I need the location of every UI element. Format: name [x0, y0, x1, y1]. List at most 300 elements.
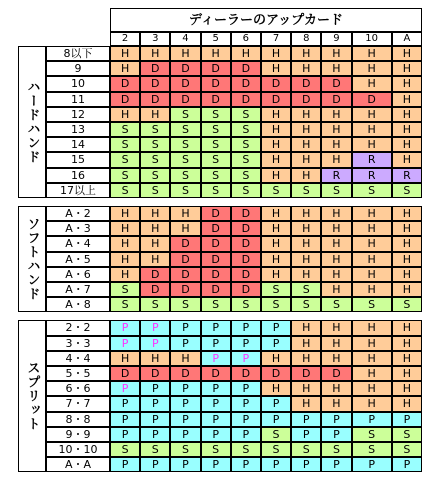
header-col-9: 9	[321, 32, 351, 46]
strategy-cell: S	[110, 442, 140, 457]
strategy-cell: H	[352, 137, 392, 152]
strategy-cell: H	[140, 351, 170, 366]
strategy-cell: H	[392, 92, 422, 107]
strategy-cell: S	[261, 297, 291, 312]
strategy-cell: P	[170, 320, 200, 335]
strategy-cell: S	[140, 137, 170, 152]
strategy-cell: H	[392, 282, 422, 297]
strategy-cell: S	[140, 152, 170, 167]
strategy-cell: H	[110, 61, 140, 76]
strategy-cell: S	[231, 152, 261, 167]
strategy-cell: H	[110, 221, 140, 236]
strategy-cell: H	[110, 252, 140, 267]
section-title: スプリット	[18, 320, 46, 472]
header-col-3: 3	[140, 32, 170, 46]
strategy-cell: P	[321, 412, 351, 427]
strategy-cell: H	[261, 61, 291, 76]
strategy-cell: S	[170, 442, 200, 457]
strategy-cell: P	[231, 412, 261, 427]
strategy-cell: H	[321, 282, 351, 297]
strategy-cell: S	[170, 297, 200, 312]
strategy-cell: S	[291, 297, 321, 312]
strategy-cell: H	[392, 252, 422, 267]
strategy-cell: D	[110, 366, 140, 381]
row-label: 12	[46, 107, 110, 122]
strategy-cell: H	[231, 46, 261, 61]
strategy-cell: D	[110, 76, 140, 91]
strategy-cell: H	[140, 107, 170, 122]
row-label: 10	[46, 76, 110, 91]
strategy-cell: D	[291, 92, 321, 107]
strategy-cell: H	[352, 107, 392, 122]
strategy-cell: S	[140, 442, 170, 457]
strategy-cell: D	[231, 282, 261, 297]
row-label: A・5	[46, 252, 110, 267]
strategy-cell: D	[321, 76, 351, 91]
strategy-cell: P	[110, 336, 140, 351]
strategy-cell: D	[201, 92, 231, 107]
strategy-cell: P	[321, 457, 351, 472]
row-label: 17以上	[46, 183, 110, 198]
strategy-cell: D	[201, 267, 231, 282]
strategy-cell: H	[261, 351, 291, 366]
strategy-cell: S	[352, 442, 392, 457]
strategy-cell: P	[321, 427, 351, 442]
row-label: 5・5	[46, 366, 110, 381]
row-label: 11	[46, 92, 110, 107]
strategy-cell: P	[201, 351, 231, 366]
strategy-cell: S	[392, 297, 422, 312]
strategy-cell: D	[140, 267, 170, 282]
strategy-cell: D	[140, 92, 170, 107]
strategy-cell: S	[140, 183, 170, 198]
strategy-cell: H	[321, 336, 351, 351]
strategy-cell: S	[201, 107, 231, 122]
strategy-cell: P	[392, 412, 422, 427]
strategy-cell: H	[321, 252, 351, 267]
strategy-cell: S	[170, 137, 200, 152]
strategy-cell: D	[231, 366, 261, 381]
strategy-cell: H	[321, 236, 351, 251]
strategy-cell: P	[110, 320, 140, 335]
strategy-cell: D	[201, 61, 231, 76]
strategy-cell: H	[110, 236, 140, 251]
strategy-cell: P	[392, 457, 422, 472]
strategy-cell: H	[321, 152, 351, 167]
strategy-cell: H	[392, 61, 422, 76]
strategy-cell: H	[140, 46, 170, 61]
strategy-cell: H	[321, 320, 351, 335]
strategy-cell: H	[321, 267, 351, 282]
strategy-cell: P	[261, 396, 291, 411]
strategy-cell: S	[201, 122, 231, 137]
strategy-cell: H	[170, 221, 200, 236]
header-col-7: 7	[261, 32, 291, 46]
row-label: A・A	[46, 457, 110, 472]
strategy-cell: H	[291, 122, 321, 137]
row-label: A・4	[46, 236, 110, 251]
strategy-cell: S	[201, 137, 231, 152]
strategy-cell: S	[231, 442, 261, 457]
strategy-cell: D	[231, 252, 261, 267]
strategy-cell: H	[321, 381, 351, 396]
strategy-cell: P	[261, 457, 291, 472]
header-col-10: 10	[352, 32, 392, 46]
strategy-cell: H	[321, 351, 351, 366]
strategy-cell: H	[352, 46, 392, 61]
strategy-cell: H	[291, 107, 321, 122]
strategy-cell: S	[321, 183, 351, 198]
strategy-cell: D	[170, 236, 200, 251]
strategy-cell: S	[110, 183, 140, 198]
strategy-cell: H	[352, 366, 392, 381]
strategy-cell: H	[110, 206, 140, 221]
row-label: 6・6	[46, 381, 110, 396]
strategy-cell: S	[291, 282, 321, 297]
strategy-cell: D	[231, 206, 261, 221]
row-label: 3・3	[46, 336, 110, 351]
strategy-cell: H	[321, 221, 351, 236]
strategy-cell: H	[321, 61, 351, 76]
strategy-cell: H	[392, 336, 422, 351]
strategy-cell: P	[201, 457, 231, 472]
strategy-cell: P	[201, 396, 231, 411]
strategy-cell: H	[291, 61, 321, 76]
strategy-cell: H	[321, 122, 351, 137]
strategy-cell: H	[392, 206, 422, 221]
strategy-cell: P	[291, 457, 321, 472]
strategy-cell: P	[110, 427, 140, 442]
strategy-cell: H	[140, 206, 170, 221]
strategy-cell: H	[352, 122, 392, 137]
strategy-cell: H	[291, 396, 321, 411]
row-label: 2・2	[46, 320, 110, 335]
strategy-cell: P	[261, 336, 291, 351]
strategy-cell: P	[261, 412, 291, 427]
strategy-cell: H	[392, 46, 422, 61]
header-col-4: 4	[170, 32, 200, 46]
strategy-cell: H	[321, 206, 351, 221]
strategy-cell: P	[110, 412, 140, 427]
strategy-cell: H	[392, 381, 422, 396]
strategy-cell: H	[140, 252, 170, 267]
strategy-cell: S	[231, 107, 261, 122]
strategy-cell: P	[261, 320, 291, 335]
strategy-cell: S	[231, 297, 261, 312]
row-label: A・6	[46, 267, 110, 282]
strategy-cell: S	[261, 282, 291, 297]
strategy-cell: S	[231, 137, 261, 152]
strategy-cell: P	[352, 412, 392, 427]
strategy-cell: H	[392, 152, 422, 167]
strategy-cell: S	[392, 442, 422, 457]
strategy-cell: P	[170, 427, 200, 442]
strategy-cell: P	[201, 320, 231, 335]
section-title: ハードハンド	[18, 46, 46, 198]
row-label: 8・8	[46, 412, 110, 427]
strategy-cell: H	[291, 381, 321, 396]
row-label: 13	[46, 122, 110, 137]
strategy-cell: D	[140, 366, 170, 381]
strategy-cell: D	[261, 366, 291, 381]
row-label: A・3	[46, 221, 110, 236]
section-title: ソフトハンド	[18, 206, 46, 312]
strategy-cell: P	[201, 412, 231, 427]
strategy-cell: D	[201, 236, 231, 251]
strategy-cell: D	[170, 267, 200, 282]
header-col-2: 2	[110, 32, 140, 46]
strategy-cell: D	[170, 282, 200, 297]
strategy-cell: H	[261, 168, 291, 183]
header-col-A: A	[392, 32, 422, 46]
strategy-cell: H	[352, 396, 392, 411]
strategy-cell: H	[201, 46, 231, 61]
strategy-cell: P	[291, 427, 321, 442]
strategy-cell: D	[201, 76, 231, 91]
strategy-cell: H	[291, 236, 321, 251]
strategy-cell: P	[170, 396, 200, 411]
strategy-cell: S	[170, 168, 200, 183]
strategy-cell: P	[291, 412, 321, 427]
strategy-cell: H	[110, 46, 140, 61]
strategy-cell: R	[352, 168, 392, 183]
strategy-cell: H	[261, 46, 291, 61]
strategy-cell: D	[231, 267, 261, 282]
strategy-cell: D	[231, 236, 261, 251]
strategy-cell: D	[201, 366, 231, 381]
strategy-cell: H	[261, 122, 291, 137]
strategy-cell: D	[201, 252, 231, 267]
strategy-cell: H	[321, 46, 351, 61]
strategy-cell: P	[140, 427, 170, 442]
strategy-cell: H	[392, 107, 422, 122]
strategy-cell: P	[110, 396, 140, 411]
strategy-cell: P	[110, 457, 140, 472]
strategy-cell: D	[201, 206, 231, 221]
strategy-cell: H	[352, 76, 392, 91]
strategy-cell: P	[110, 381, 140, 396]
strategy-cell: H	[261, 236, 291, 251]
strategy-cell: S	[110, 137, 140, 152]
strategy-cell: H	[352, 206, 392, 221]
strategy-cell: H	[321, 107, 351, 122]
row-label: A・7	[46, 282, 110, 297]
strategy-cell: S	[231, 122, 261, 137]
strategy-cell: S	[201, 152, 231, 167]
strategy-cell: H	[392, 122, 422, 137]
strategy-cell: H	[392, 351, 422, 366]
row-label: 8以下	[46, 46, 110, 61]
strategy-cell: R	[352, 152, 392, 167]
strategy-cell: P	[140, 336, 170, 351]
row-label: 14	[46, 137, 110, 152]
strategy-cell: H	[392, 366, 422, 381]
strategy-cell: D	[321, 366, 351, 381]
strategy-cell: P	[201, 381, 231, 396]
strategy-cell: S	[110, 122, 140, 137]
strategy-cell: D	[261, 92, 291, 107]
strategy-cell: H	[291, 221, 321, 236]
strategy-cell: D	[231, 92, 261, 107]
strategy-cell: P	[231, 336, 261, 351]
strategy-cell: H	[352, 351, 392, 366]
strategy-cell: P	[352, 457, 392, 472]
strategy-cell: H	[352, 336, 392, 351]
strategy-cell: D	[261, 76, 291, 91]
strategy-cell: S	[140, 168, 170, 183]
strategy-cell: S	[110, 152, 140, 167]
strategy-cell: D	[140, 282, 170, 297]
strategy-cell: S	[352, 427, 392, 442]
row-label: 15	[46, 152, 110, 167]
strategy-cell: R	[392, 168, 422, 183]
header-col-6: 6	[231, 32, 261, 46]
strategy-cell: H	[140, 221, 170, 236]
strategy-cell: H	[352, 221, 392, 236]
strategy-cell: D	[352, 92, 392, 107]
strategy-cell: H	[261, 381, 291, 396]
strategy-cell: H	[352, 267, 392, 282]
strategy-cell: D	[291, 366, 321, 381]
header-col-5: 5	[201, 32, 231, 46]
strategy-cell: H	[291, 168, 321, 183]
strategy-cell: P	[140, 457, 170, 472]
strategy-cell: S	[140, 297, 170, 312]
strategy-cell: S	[352, 297, 392, 312]
strategy-cell: S	[201, 168, 231, 183]
strategy-cell: H	[261, 137, 291, 152]
strategy-cell: D	[170, 92, 200, 107]
strategy-cell: P	[170, 412, 200, 427]
strategy-cell: P	[170, 457, 200, 472]
strategy-cell: S	[261, 183, 291, 198]
strategy-cell: P	[140, 381, 170, 396]
strategy-cell: S	[261, 427, 291, 442]
strategy-cell: H	[392, 267, 422, 282]
strategy-cell: S	[352, 183, 392, 198]
strategy-cell: D	[201, 221, 231, 236]
strategy-cell: S	[201, 183, 231, 198]
strategy-cell: P	[231, 320, 261, 335]
strategy-cell: R	[321, 168, 351, 183]
strategy-cell: H	[261, 267, 291, 282]
strategy-cell: H	[261, 221, 291, 236]
strategy-cell: S	[170, 152, 200, 167]
strategy-cell: H	[392, 320, 422, 335]
strategy-cell: H	[392, 137, 422, 152]
strategy-cell: H	[321, 137, 351, 152]
strategy-cell: H	[110, 267, 140, 282]
header-corner	[18, 8, 110, 46]
strategy-cell: S	[110, 297, 140, 312]
strategy-cell: S	[321, 442, 351, 457]
strategy-cell: H	[291, 320, 321, 335]
strategy-cell: S	[261, 442, 291, 457]
strategy-cell: H	[352, 282, 392, 297]
strategy-cell: S	[291, 442, 321, 457]
strategy-cell: P	[231, 396, 261, 411]
strategy-cell: D	[110, 92, 140, 107]
strategy-cell: H	[291, 137, 321, 152]
strategy-cell: P	[140, 320, 170, 335]
strategy-cell: S	[231, 183, 261, 198]
strategy-cell: D	[170, 61, 200, 76]
strategy-cell: H	[261, 107, 291, 122]
strategy-cell: S	[392, 183, 422, 198]
strategy-cell: D	[321, 92, 351, 107]
strategy-cell: H	[392, 221, 422, 236]
strategy-cell: H	[352, 252, 392, 267]
strategy-cell: P	[170, 381, 200, 396]
strategy-cell: S	[231, 168, 261, 183]
strategy-cell: P	[231, 457, 261, 472]
strategy-cell: S	[110, 168, 140, 183]
strategy-cell: P	[231, 427, 261, 442]
row-label: 9・9	[46, 427, 110, 442]
strategy-cell: P	[231, 351, 261, 366]
strategy-cell: H	[291, 351, 321, 366]
strategy-cell: H	[261, 252, 291, 267]
strategy-cell: P	[170, 336, 200, 351]
strategy-cell: H	[321, 396, 351, 411]
strategy-cell: D	[291, 76, 321, 91]
row-label: 9	[46, 61, 110, 76]
strategy-cell: S	[140, 122, 170, 137]
strategy-cell: D	[170, 76, 200, 91]
strategy-cell: H	[291, 267, 321, 282]
strategy-cell: P	[140, 396, 170, 411]
strategy-cell: H	[352, 236, 392, 251]
strategy-cell: H	[140, 236, 170, 251]
row-label: A・2	[46, 206, 110, 221]
strategy-cell: H	[170, 351, 200, 366]
strategy-cell: S	[291, 183, 321, 198]
row-label: 4・4	[46, 351, 110, 366]
strategy-cell: S	[201, 297, 231, 312]
strategy-cell: D	[140, 76, 170, 91]
strategy-cell: D	[231, 61, 261, 76]
strategy-cell: H	[291, 206, 321, 221]
strategy-cell: S	[392, 427, 422, 442]
strategy-cell: H	[392, 236, 422, 251]
strategy-cell: S	[170, 107, 200, 122]
strategy-cell: S	[201, 442, 231, 457]
strategy-cell: H	[170, 46, 200, 61]
strategy-cell: H	[170, 206, 200, 221]
strategy-cell: S	[321, 297, 351, 312]
strategy-cell: S	[110, 282, 140, 297]
strategy-cell: P	[201, 427, 231, 442]
row-label: 7・7	[46, 396, 110, 411]
strategy-cell: H	[261, 152, 291, 167]
strategy-cell: H	[352, 320, 392, 335]
row-label: 16	[46, 168, 110, 183]
strategy-cell: P	[231, 381, 261, 396]
strategy-cell: D	[170, 366, 200, 381]
row-label: A・8	[46, 297, 110, 312]
header-col-8: 8	[291, 32, 321, 46]
strategy-cell: P	[201, 336, 231, 351]
strategy-cell: S	[170, 183, 200, 198]
strategy-cell: H	[291, 252, 321, 267]
strategy-cell: S	[170, 122, 200, 137]
strategy-cell: H	[261, 206, 291, 221]
strategy-cell: H	[110, 351, 140, 366]
header-title: ディーラーのアップカード	[110, 8, 422, 32]
strategy-cell: D	[201, 282, 231, 297]
strategy-cell: D	[140, 61, 170, 76]
strategy-cell: D	[231, 76, 261, 91]
